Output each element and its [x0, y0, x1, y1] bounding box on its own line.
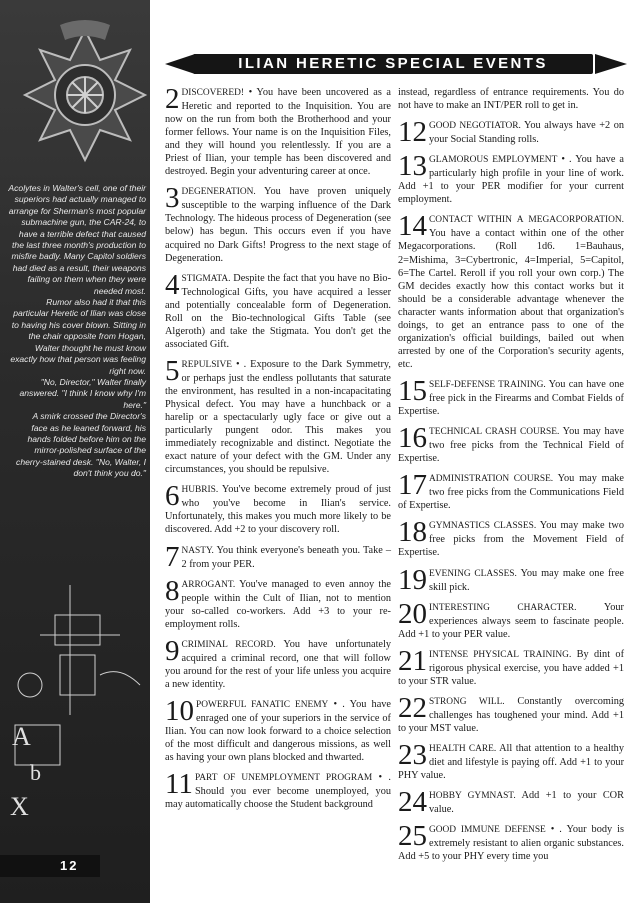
- page-number: 12: [60, 858, 79, 873]
- event-entry: [165, 634, 392, 691]
- events-column-left: [165, 83, 392, 818]
- event-text: You can have one free pick in the Firearms and Combat Fields of Expertise.: [398, 378, 624, 418]
- sidebar-panel: [0, 0, 150, 903]
- event-heading: ARROGANT.: [181, 579, 236, 590]
- event-text: You have unfortunately acquired a criminal record, one that will follow you around for the rest of your life unless you acquire a new identity.: [165, 638, 392, 690]
- event-entry: [165, 354, 391, 476]
- continued-text: instead, regardless of entrance requirements. You do not have to make an INT/PER roll to get in.: [398, 87, 624, 112]
- event-heading: GYMNASTICS CLASSES.: [429, 521, 537, 532]
- event-heading: SELF-DEFENSE TRAINING.: [429, 379, 546, 390]
- event-number: 18: [398, 516, 427, 549]
- event-entry: [398, 374, 624, 418]
- event-heading: REPULSIVE: [181, 359, 233, 370]
- event-heading: TECHNICAL CRASH COURSE.: [429, 427, 560, 438]
- event-number: 15: [398, 374, 427, 407]
- event-number: 9: [165, 634, 180, 667]
- event-text: You may make two free picks from the Movement Field of Expertise.: [398, 520, 624, 559]
- event-heading: ADMINISTRATION COURSE.: [429, 474, 554, 485]
- event-heading: STIGMATA.: [181, 273, 231, 284]
- event-text: You always have +2 on your Social Standing rolls.: [429, 120, 624, 146]
- page-title: ILIAN HERETIC SPECIAL EVENTS: [238, 55, 548, 72]
- event-number: 11: [165, 768, 193, 801]
- event-number: 5: [165, 354, 180, 387]
- event-entry: [398, 644, 624, 688]
- event-number: 20: [398, 597, 427, 630]
- event-entry: [165, 540, 391, 573]
- event-entry: [398, 422, 624, 465]
- event-entry: [398, 597, 624, 641]
- quote-paragraph: Rumor also had it that this particular Heretic of Ilian was close to having his cover blown. Sitting in the chair opposite from Hogan, Walter thought he must know exactly how that person was feeling right now.: [10, 297, 146, 376]
- quote-paragraph: Acolytes in Walter's cell, one of their superiors had actually managed to arrange for Sherman's most popular submachine gun, the CAR-24, to have a terrible defect that caused the last three month's production to misfire badly. Many Capitol soldiers had died as a result, their weapons failing on them when they were needed most.: [8, 183, 146, 296]
- event-text: • . You have enraged one of your superiors in the service of Ilian. You can now look forward to a choice selection of the most difficult and dangerous missions, as well as having your own plans blocked and thwarted.: [165, 698, 391, 764]
- event-entry: [398, 563, 624, 596]
- event-heading: GOOD NEGOTIATOR.: [429, 121, 521, 132]
- event-number: 2: [165, 83, 180, 115]
- event-heading: INTENSE PHYSICAL TRAINING.: [429, 649, 572, 660]
- event-entry: [165, 182, 391, 264]
- event-number: 25: [398, 820, 427, 853]
- event-text: You've become extremely proud of just who you've become in Ilian's service. Unfortunately, this makes you much more likely to be discovered. Add +2 to your discovery roll.: [165, 484, 391, 536]
- event-text: Constantly overcoming challenges has toughened your mind. Add +1 to your MST value.: [398, 695, 625, 734]
- page-number-badge: [0, 855, 100, 877]
- event-text: Despite the fact that you have no Bio-Technological Gifts, you have acquired a lesser and potentially concealable form of Degeneration. Roll on the Bio-technological Gifts Table (see Algeroth) and take the Stigmata. You don't get the associated Gift.: [165, 272, 391, 350]
- event-number: 7: [165, 540, 180, 573]
- gear-emblem-icon: [20, 20, 150, 170]
- event-entry: [398, 739, 624, 782]
- event-number: 17: [398, 469, 427, 502]
- event-heading: NASTY.: [181, 545, 214, 556]
- event-heading: STRONG WILL.: [429, 696, 505, 707]
- event-text: Add +1 to your COR value.: [429, 790, 624, 816]
- event-number: 12: [398, 116, 427, 149]
- event-entry: [398, 820, 624, 863]
- event-entry: [165, 574, 391, 631]
- event-number: 3: [165, 182, 180, 215]
- event-text: You have a contact within one of the other Megacorporations. (Roll 1d6. 1=Bauhaus, 2=Mishima, 3=Cybertronic, 4=Imperial, 5=Capitol, 6=The Cartel. Reroll if you roll your own corp.) The GM decides exactly how this contact works but it should be a considerable advantage whenever the character wants information about that organization's doings, to get an entrance pass to one of the organization's official buildings, bailed out when arrested by one of the Corporation's security agents, etc.: [398, 228, 624, 370]
- quote-paragraph: A smirk crossed the Director's face as he leaned forward, his hands folded before him on the mirror-polished surface of the cherry-stained desk. "No, Walter, I don't think you do.": [16, 411, 146, 479]
- event-number: 16: [398, 422, 427, 455]
- event-text: • You have been uncovered as a Heretic and reported to the Inquisition. You are now on the run from both the Brotherhood and your former fellows. Your name is on the Inquisition Files, and they will hound you relentlessly. If you are a Priest of Ilian, your temple has been discovered and destroyed. Begin your adventuring career at once.: [165, 87, 391, 178]
- events-column-right: [398, 86, 624, 870]
- event-heading: EVENING CLASSES.: [429, 568, 517, 579]
- event-number: 22: [398, 691, 427, 724]
- event-entry: [398, 516, 624, 559]
- event-text: You have proven uniquely susceptible to the warping influence of the Dark Technology. The hideous process of Degeneration (see below) has begun. This occurs even if you have acquired no Dark Gifts! Progress to the next stage of Degeneration.: [165, 186, 391, 264]
- sidebar-quote: [8, 183, 146, 480]
- event-heading: PART OF UNEMPLOYMENT PROGRAM: [194, 773, 373, 784]
- event-entry: [165, 768, 391, 811]
- event-entry: [165, 268, 391, 351]
- event-number: 4: [165, 268, 180, 301]
- event-text: • . Your body is extremely resistant to alien organic substances. Add +5 to your PHY every time you: [398, 824, 624, 863]
- event-entry: [165, 694, 391, 764]
- event-text: You may make two free picks from the Communications Field of Expertise.: [398, 473, 624, 512]
- event-heading: GLAMOROUS EMPLOYMENT: [429, 155, 558, 166]
- technical-sketch-illustration: [0, 575, 150, 855]
- event-heading: POWERFUL FANATIC ENEMY: [196, 699, 329, 710]
- event-entry: [398, 116, 624, 149]
- event-entry: [398, 210, 624, 371]
- sketch-letter: A: [12, 722, 31, 751]
- event-text: • . You have a particularly high profile in your line of work. Add +1 to your PER modifier for your current employment.: [398, 154, 624, 206]
- event-text: All that attention to a healthy diet and lifestyle is paying off. Add +1 to your PHY value.: [398, 743, 624, 782]
- event-heading: DISCOVERED!: [181, 88, 244, 98]
- event-heading: DEGENERATION.: [181, 187, 256, 198]
- event-text: You may have two free picks from the Technical Field of Expertise.: [398, 426, 624, 465]
- event-heading: INTERESTING CHARACTER.: [429, 602, 577, 613]
- event-number: 21: [398, 644, 427, 677]
- event-number: 24: [398, 786, 427, 819]
- event-entry: [398, 691, 625, 735]
- event-heading: CRIMINAL RECORD.: [181, 639, 276, 650]
- event-number: 10: [165, 694, 194, 727]
- sketch-letter: b: [30, 760, 41, 785]
- event-text: By dint of rigorous physical exercise, you have added +1 to your STR value.: [398, 648, 624, 687]
- event-number: 14: [398, 210, 427, 243]
- event-heading: CONTACT WITHIN A MEGACORPORATION.: [429, 215, 624, 226]
- event-entry: [398, 150, 624, 206]
- event-text: You think everyone's beneath you. Take –2 from your PER.: [181, 544, 391, 570]
- event-number: 8: [165, 574, 180, 607]
- sketch-letter: X: [10, 792, 29, 821]
- event-text: You may make one free skill pick.: [429, 567, 624, 593]
- event-heading: HUBRIS.: [181, 485, 219, 496]
- event-number: 6: [165, 480, 180, 513]
- event-entry: [398, 469, 624, 512]
- event-number: 23: [398, 739, 427, 772]
- event-entry: [165, 83, 391, 178]
- event-heading: HEALTH CARE.: [429, 744, 497, 755]
- event-entry: [165, 480, 391, 536]
- quote-paragraph: "No, Director," Walter finally answered. "I think I know why I'm here.": [19, 376, 146, 410]
- section-banner: [165, 48, 627, 78]
- event-text: Your experiences always seem to fascinate people. Add +1 to your PER value.: [398, 601, 624, 640]
- event-heading: GOOD IMMUNE DEFENSE: [429, 825, 546, 836]
- event-text: • . Exposure to the Dark Symmetry, or perhaps just the endless pollutants that saturate the environment, has resulted in a non-incapacitating Physical defect. You may have a hunchback or a harelip or a spectacularly ugly face or give out a particularly pungent odor. This makes you immediately recognizable and distinct. Negotiate the exact nature of your defect with the GM. Under any circumstances, you should be repulsive.: [165, 358, 391, 476]
- event-number: 13: [398, 150, 427, 183]
- event-entry: [398, 786, 624, 819]
- event-text: You've managed to even annoy the people within the Cult of Ilian, not to mention your so-called co-workers. Add +3 to your re-employment rolls.: [165, 578, 391, 630]
- event-heading: HOBBY GYMNAST.: [429, 791, 516, 802]
- event-text: • . Should you ever become unemployed, you may automatically choose the Student background: [165, 772, 391, 811]
- event-number: 19: [398, 563, 427, 596]
